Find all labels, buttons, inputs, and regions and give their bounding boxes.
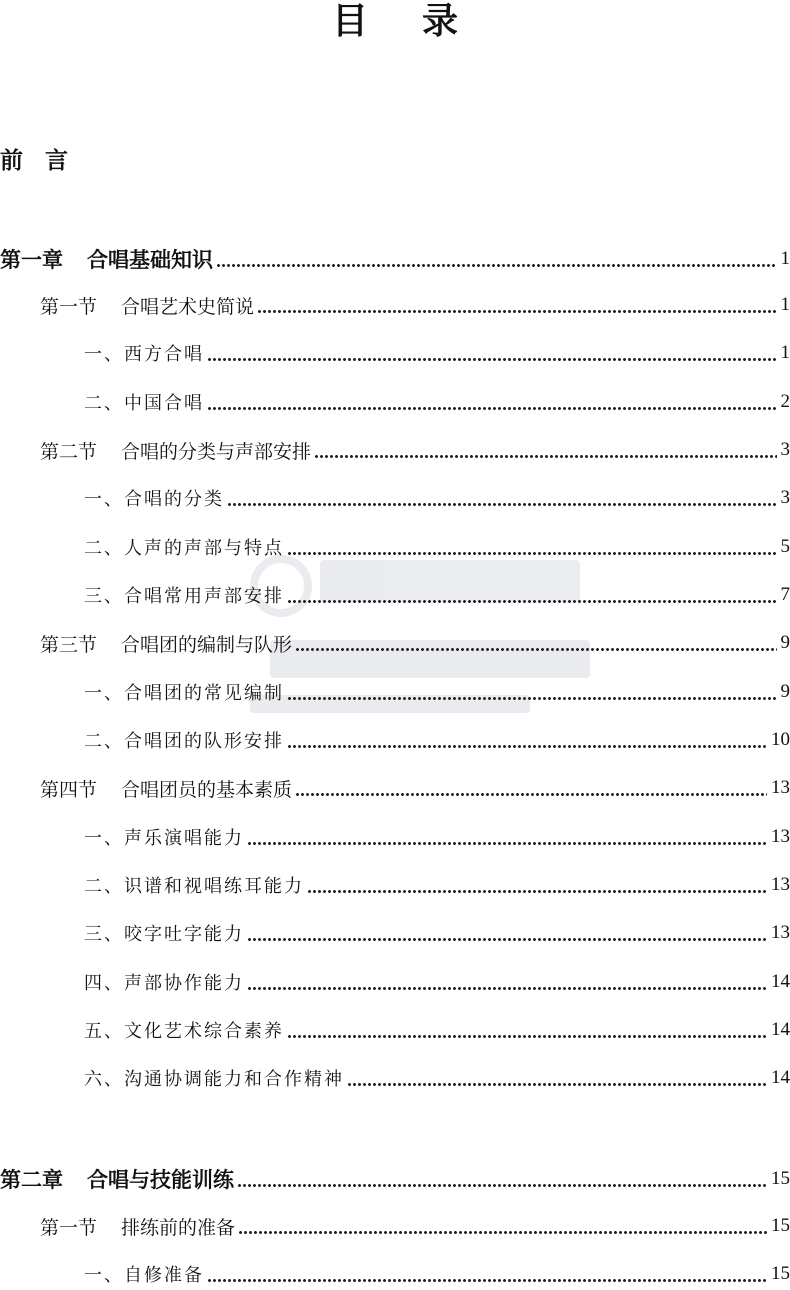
dot-leader [237, 1184, 767, 1187]
toc-entry-item [84, 917, 790, 949]
toc-entry-title: 合唱的分类与声部安排 [121, 437, 311, 464]
toc-page-number: 5 [781, 536, 790, 558]
toc-entry-label: 六、沟通协调能力和合作精神 [84, 1065, 344, 1091]
dot-leader [287, 552, 777, 555]
toc-entry-item [84, 337, 790, 369]
toc-entry-title: 合唱与技能训练 [87, 1164, 234, 1194]
toc-entry-chapter [0, 243, 790, 275]
toc-entry-label: 二、识谱和视唱练耳能力 [84, 872, 304, 898]
toc-page-number: 14 [771, 1019, 790, 1041]
toc-page-number: 1 [781, 294, 790, 316]
toc-page-number: 2 [781, 391, 790, 413]
toc-page-number: 9 [781, 632, 790, 654]
toc-entry-label [0, 244, 213, 274]
toc-entry-number: 第二节 [40, 437, 97, 464]
dot-leader [287, 745, 767, 748]
toc-entry-label [40, 292, 254, 319]
toc-page-number: 14 [771, 971, 790, 993]
dot-leader [247, 987, 767, 990]
toc-entry-label: 一、合唱的分类 [84, 485, 224, 511]
toc-page-number: 14 [771, 1067, 790, 1089]
toc-page-number: 3 [781, 487, 790, 509]
dot-leader [247, 938, 767, 941]
toc-entry-label: 二、合唱团的队形安排 [84, 727, 284, 753]
toc-entry-item [84, 1258, 790, 1290]
toc-entry-item [84, 869, 790, 901]
dot-leader [295, 793, 767, 796]
toc-entry-item [84, 482, 790, 514]
toc-entry-label: 一、西方合唱 [84, 340, 204, 366]
toc-entry-label [40, 437, 311, 464]
toc-entry-section [40, 772, 790, 804]
toc-entry-label: 一、声乐演唱能力 [84, 824, 244, 850]
toc-page-number: 10 [771, 729, 790, 751]
toc-entry-section [40, 1210, 790, 1242]
toc-entry-label: 四、声部协作能力 [84, 969, 244, 995]
toc-entry-section [40, 627, 790, 659]
dot-leader [347, 1083, 767, 1086]
toc-page-number: 15 [771, 1215, 790, 1237]
dot-leader [307, 890, 767, 893]
toc-entry-section [40, 289, 790, 321]
preface-heading: 前言 [0, 145, 90, 177]
dot-leader [216, 264, 777, 267]
dot-leader [287, 697, 777, 700]
toc-entry-number: 第一章 [0, 244, 63, 274]
toc-entry-item [84, 821, 790, 853]
dot-leader [287, 1035, 767, 1038]
toc-page-number: 13 [771, 922, 790, 944]
toc-page-number: 15 [771, 1168, 790, 1190]
toc-entry-item [84, 724, 790, 756]
toc-entry-number: 第一节 [40, 292, 97, 319]
toc-entry-item [84, 1062, 790, 1094]
toc-entry-item [84, 1014, 790, 1046]
toc-page-number: 15 [771, 1263, 790, 1285]
toc-page-number: 3 [781, 439, 790, 461]
toc-entry-title: 排练前的准备 [121, 1213, 235, 1240]
dot-leader [207, 1279, 767, 1282]
toc-entry-label: 三、合唱常用声部安排 [84, 582, 284, 608]
toc-entry-item [84, 966, 790, 998]
toc-page-number: 1 [781, 342, 790, 364]
toc-entry-item [84, 386, 790, 418]
dot-leader [207, 358, 777, 361]
toc-entry-title: 合唱艺术史简说 [121, 292, 254, 319]
toc-entry-item [84, 676, 790, 708]
toc-entry-chapter [0, 1163, 790, 1195]
page-title: 目录 [0, 0, 790, 44]
toc-entry-section [40, 434, 790, 466]
dot-leader [247, 842, 767, 845]
toc-page-number: 13 [771, 777, 790, 799]
dot-leader [238, 1231, 767, 1234]
toc-entry-number: 第四节 [40, 775, 97, 802]
toc-entry-label [40, 775, 292, 802]
toc-entry-label: 二、人声的声部与特点 [84, 534, 284, 560]
toc-entry-number: 第三节 [40, 630, 97, 657]
toc-entry-label: 一、合唱团的常见编制 [84, 679, 284, 705]
dot-leader [227, 503, 777, 506]
dot-leader [207, 407, 777, 410]
toc-entry-title: 合唱基础知识 [87, 244, 213, 274]
toc-entry-label: 二、中国合唱 [84, 389, 204, 415]
toc-page-number: 13 [771, 826, 790, 848]
dot-leader [257, 310, 776, 313]
toc-entry-label [0, 1164, 234, 1194]
toc-entry-title: 合唱团员的基本素质 [121, 775, 292, 802]
toc-page-number: 1 [781, 248, 790, 270]
toc-entry-label: 一、自修准备 [84, 1261, 204, 1287]
toc-entry-item [84, 531, 790, 563]
toc-page-number: 9 [781, 681, 790, 703]
dot-leader [314, 455, 776, 458]
toc-entry-title: 合唱团的编制与队形 [121, 630, 292, 657]
toc-entry-label [40, 630, 292, 657]
toc-entry-number: 第二章 [0, 1164, 63, 1194]
toc-entry-label [40, 1213, 235, 1240]
toc-entry-number: 第一节 [40, 1213, 97, 1240]
toc-page-number: 13 [771, 874, 790, 896]
toc-entry-label: 三、咬字吐字能力 [84, 920, 244, 946]
toc-page-number: 7 [781, 584, 790, 606]
dot-leader [287, 600, 777, 603]
toc-entry-label: 五、文化艺术综合素养 [84, 1017, 284, 1043]
dot-leader [295, 648, 776, 651]
toc-entry-item [84, 579, 790, 611]
